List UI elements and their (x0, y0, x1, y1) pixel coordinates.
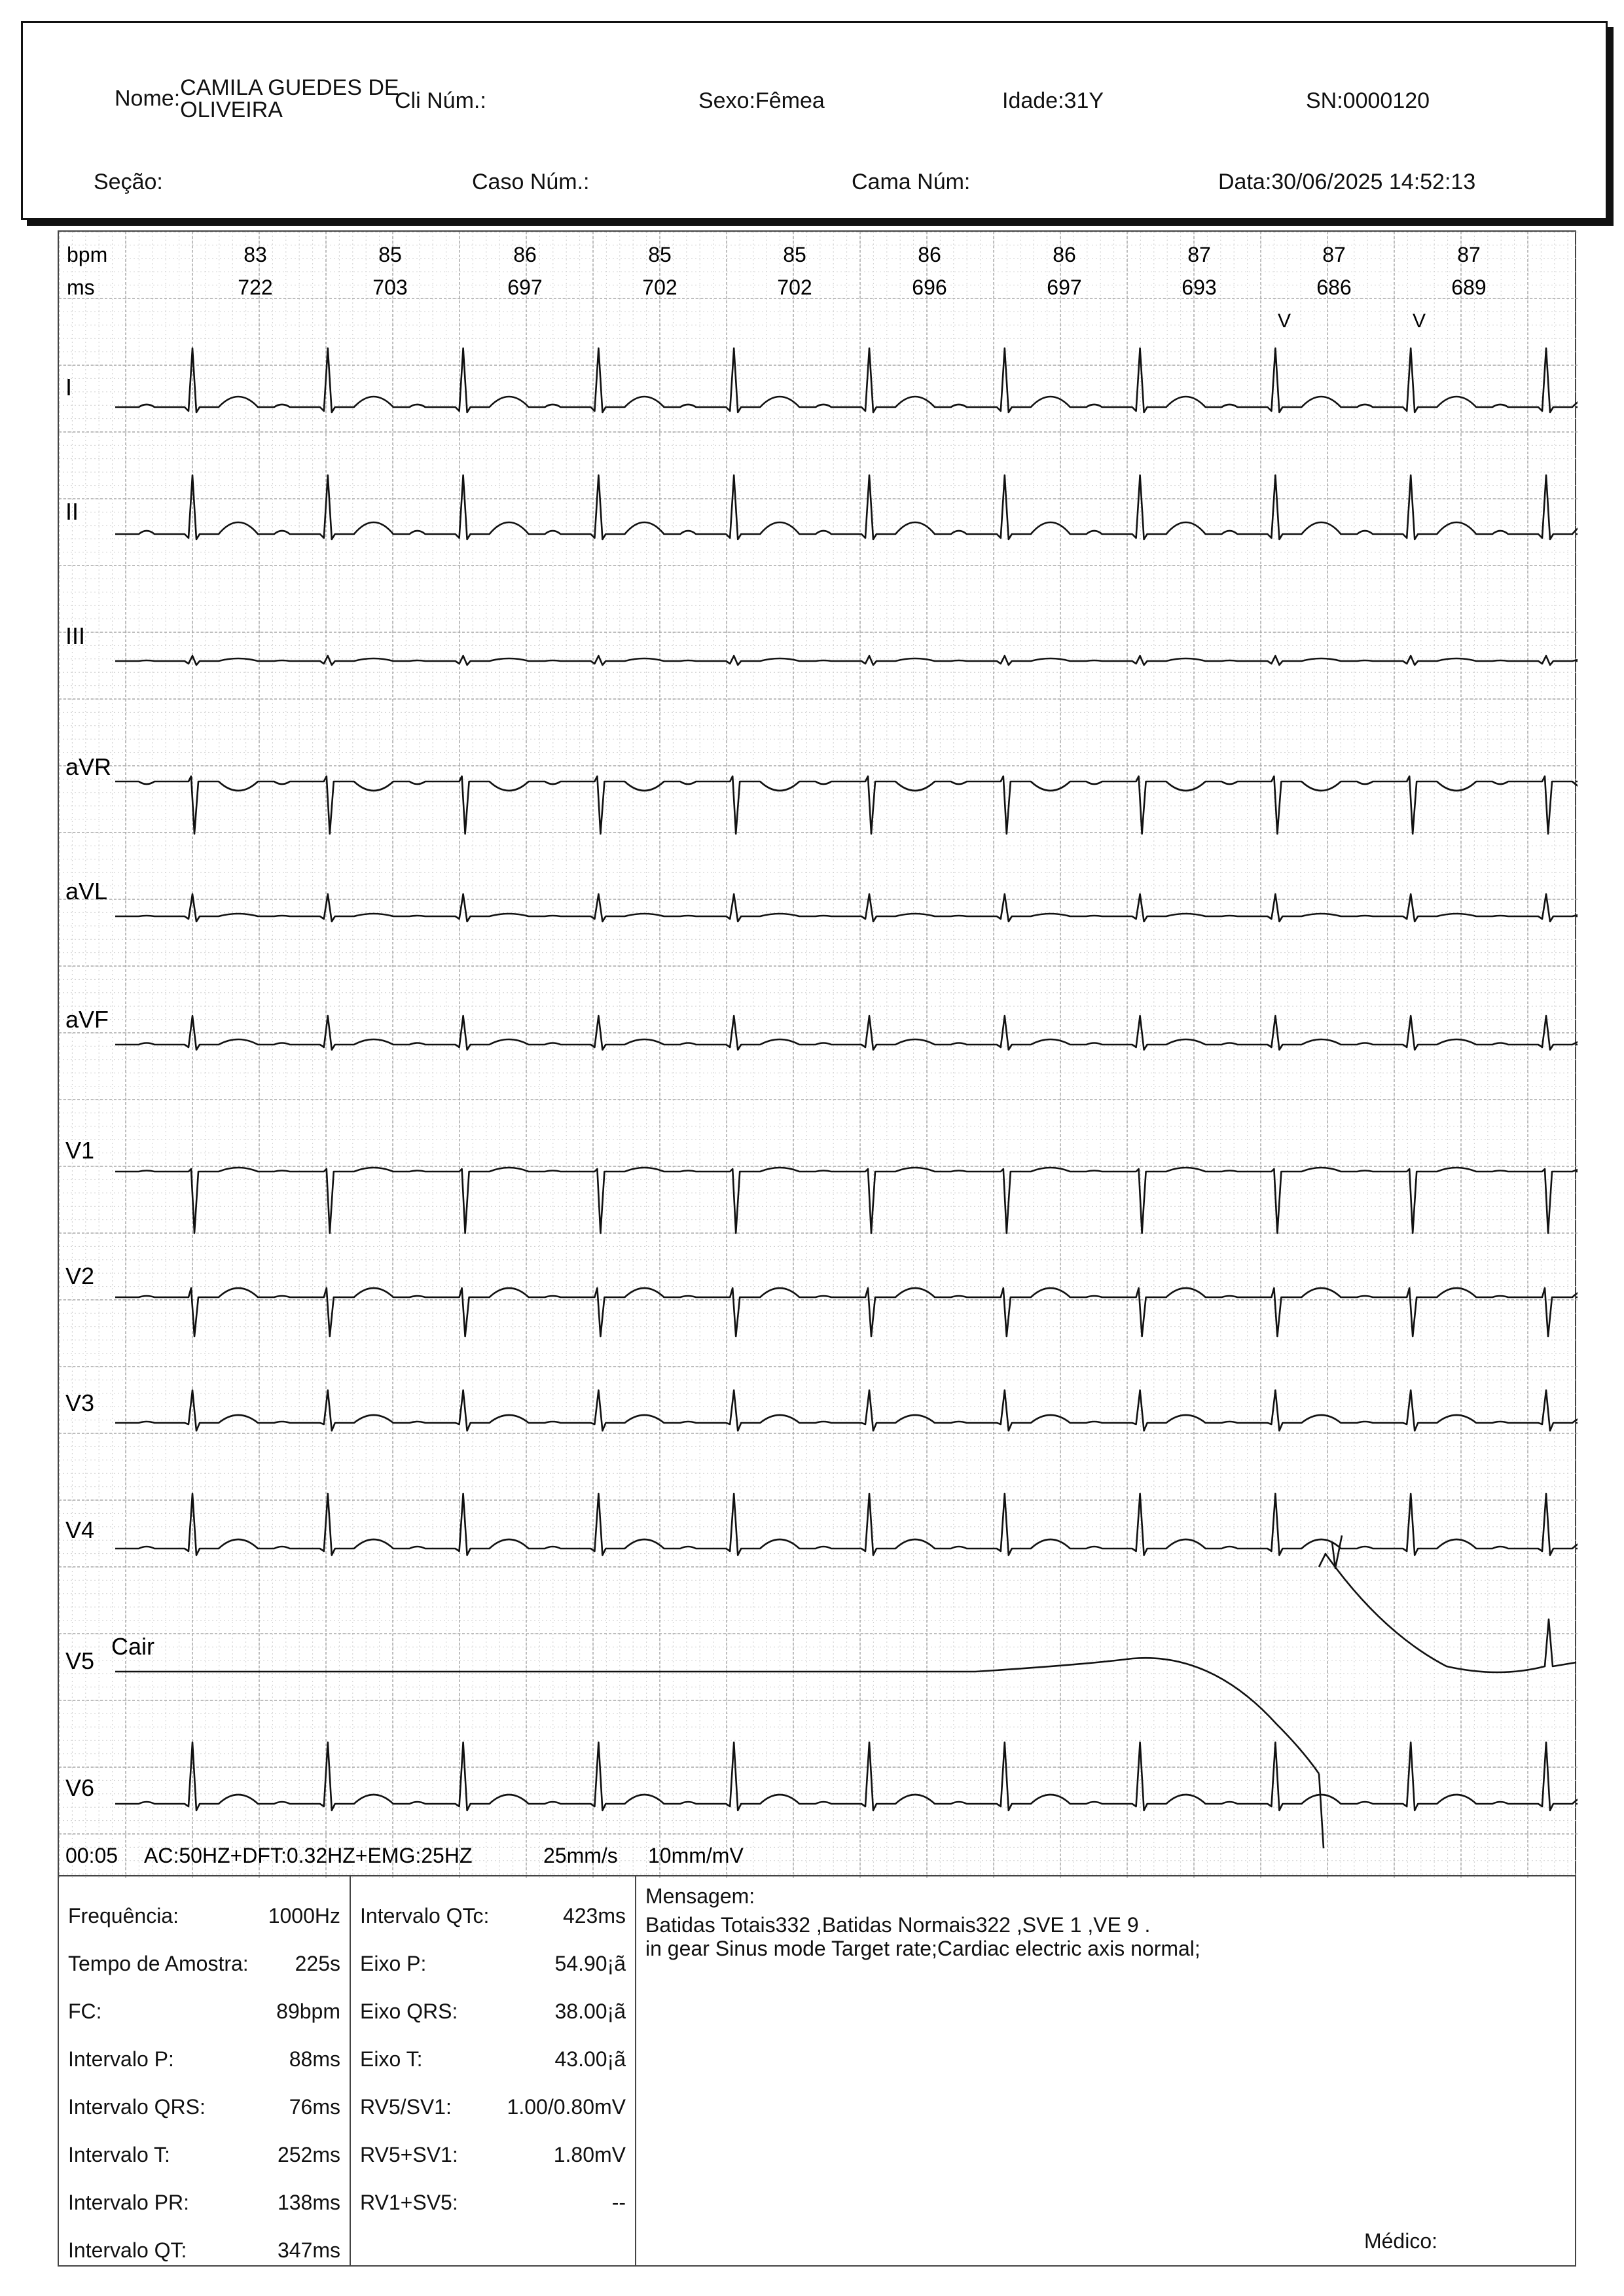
measurement-label: Eixo P: (360, 1952, 427, 1975)
patient-name-line1: CAMILA GUEDES DE (180, 75, 399, 100)
paper-speed: 25mm/s (543, 1844, 618, 1867)
lead-label-v5: V5 (65, 1647, 95, 1674)
section: Seção: (94, 170, 163, 194)
measurements-column-1 (59, 1876, 351, 2265)
patient-header (21, 21, 1608, 220)
ms-label: ms (67, 276, 95, 299)
case-number: Caso Núm.: (472, 170, 590, 194)
measurement-label: Intervalo PR: (68, 2191, 189, 2214)
measurement-label: Frequência: (68, 1904, 179, 1928)
bpm-label: bpm (67, 243, 108, 266)
bpm-value: 86 (918, 243, 941, 266)
ms-value: 689 (1451, 276, 1487, 299)
lead-label-v1: V1 (65, 1137, 95, 1164)
measurement-row (360, 1904, 626, 1930)
measurement-value: 88ms (289, 2047, 340, 2071)
beat-marker: V (1277, 310, 1291, 332)
ecg-traces (115, 348, 1578, 1848)
beat-marker: V (1412, 310, 1426, 332)
lead-label-avf: aVF (65, 1006, 109, 1033)
ms-value: 693 (1182, 276, 1217, 299)
measurement-row (68, 2143, 340, 2169)
measurement-row (68, 2000, 340, 2026)
bed-number: Cama Núm: (852, 170, 971, 194)
measurement-row (360, 2095, 626, 2121)
lead-label-v4: V4 (65, 1516, 95, 1543)
measurement-value: 89bpm (276, 2000, 340, 2023)
ecg-chart (58, 230, 1576, 1876)
measurement-row (68, 2191, 340, 2217)
lead-label-v6: V6 (65, 1774, 95, 1801)
measurement-row (360, 1952, 626, 1978)
ms-value: 697 (507, 276, 543, 299)
bpm-value: 87 (1187, 243, 1211, 266)
trace-avr (115, 776, 1578, 834)
exam-date: Data:30/06/2025 14:52:13 (1218, 170, 1476, 194)
measurement-value: 225s (295, 1952, 340, 1975)
trace-iii (115, 656, 1578, 665)
patient-name-line2: OLIVEIRA (180, 98, 283, 122)
bpm-value: 86 (513, 243, 537, 266)
bpm-value: 85 (648, 243, 672, 266)
measurement-value: 252ms (277, 2143, 340, 2166)
measurement-label: FC: (68, 2000, 102, 2023)
measurements-column-2 (351, 1876, 636, 2265)
bpm-value: 86 (1053, 243, 1076, 266)
measurement-value: 423ms (562, 1904, 626, 1928)
lead-label-avr: aVR (65, 753, 112, 780)
lead-label-v3: V3 (65, 1390, 95, 1416)
measurement-row (360, 2047, 626, 2073)
measurement-label: Intervalo QTc: (360, 1904, 490, 1928)
measurement-label: RV1+SV5: (360, 2191, 458, 2214)
gain-setting: 10mm/mV (648, 1844, 744, 1867)
lead-label-v2: V2 (65, 1263, 95, 1289)
message-line-2: in gear Sinus mode Target rate;Cardiac electric axis normal; (645, 1937, 1200, 1960)
measurement-label: Eixo QRS: (360, 2000, 458, 2023)
bpm-value: 87 (1457, 243, 1481, 266)
bpm-value: 83 (244, 243, 267, 266)
filter-settings: AC:50HZ+DFT:0.32HZ+EMG:25HZ (144, 1844, 473, 1867)
message-line-1: Batidas Totais332 ,Batidas Normais322 ,SVE 1 ,VE 9 . (645, 1913, 1151, 1937)
ecg-labels (65, 243, 1487, 1867)
measurement-label: Intervalo QT: (68, 2238, 187, 2262)
ms-value: 703 (372, 276, 408, 299)
measurement-label: RV5/SV1: (360, 2095, 452, 2119)
ms-value: 702 (777, 276, 812, 299)
ms-value: 697 (1047, 276, 1082, 299)
bpm-value: 85 (378, 243, 402, 266)
ms-value: 696 (912, 276, 947, 299)
trace-v6 (115, 1742, 1578, 1810)
lead-off-annotation: Cair (111, 1633, 155, 1660)
measurement-value: 1000Hz (268, 1904, 340, 1928)
clinic-number: Cli Núm.: (395, 88, 486, 113)
bpm-value: 87 (1322, 243, 1346, 266)
record-time: 00:05 (65, 1844, 118, 1867)
measurement-value: 1.00/0.80mV (507, 2095, 626, 2119)
message-title: Mensagem: (645, 1884, 755, 1908)
lead-label-iii: III (65, 622, 86, 649)
measurement-row (68, 2095, 340, 2121)
lead-label-i: I (65, 374, 73, 401)
measurement-label: Tempo de Amostra: (68, 1952, 249, 1975)
measurement-value: 43.00¡ã (554, 2047, 626, 2071)
measurement-value: 38.00¡ã (554, 2000, 626, 2023)
measurement-value: 76ms (289, 2095, 340, 2119)
trace-v2 (115, 1288, 1578, 1336)
measurement-label: Intervalo P: (68, 2047, 174, 2071)
measurement-value: 347ms (277, 2238, 340, 2262)
trace-i (115, 348, 1578, 412)
trace-v1 (115, 1168, 1578, 1233)
measurement-value: 54.90¡ã (554, 1952, 626, 1975)
ecg-grid (59, 232, 1578, 1878)
trace-ii (115, 475, 1578, 539)
measurement-value: -- (611, 2191, 626, 2214)
trace-avl (115, 894, 1578, 922)
measurement-label: Intervalo QRS: (68, 2095, 206, 2119)
measurement-row (68, 1904, 340, 1930)
major-grid (59, 232, 1578, 1878)
serial-number: SN:0000120 (1306, 88, 1430, 113)
ms-value: 686 (1316, 276, 1352, 299)
measurements-panel (58, 1876, 1576, 2267)
measurement-row (68, 2238, 340, 2265)
trace-v4 (115, 1494, 1578, 1568)
physician-label: Médico: (1363, 2229, 1437, 2253)
measurement-label: RV5+SV1: (360, 2143, 458, 2166)
lead-label-ii: II (65, 498, 79, 525)
ecg-svg (59, 232, 1578, 1878)
trace-v5-drift (1319, 1774, 1324, 1848)
patient-name: Nome:CAMILA GUEDES DE OLIVEIRA (115, 75, 399, 122)
measurement-row (360, 2191, 626, 2217)
measurement-row (68, 1952, 340, 1978)
ms-value: 702 (642, 276, 677, 299)
message-panel (636, 1876, 1575, 2265)
patient-age: Idade:31Y (1002, 88, 1104, 113)
measurement-value: 1.80mV (553, 2143, 626, 2166)
lead-label-avl: aVL (65, 878, 108, 905)
ms-value: 722 (238, 276, 273, 299)
measurement-row (360, 2000, 626, 2026)
measurement-value: 138ms (277, 2191, 340, 2214)
measurement-row (360, 2143, 626, 2169)
trace-v3 (115, 1390, 1578, 1431)
measurement-label: Eixo T: (360, 2047, 423, 2071)
measurement-label: Intervalo T: (68, 2143, 170, 2166)
measurement-row (68, 2047, 340, 2073)
patient-sex: Sexo:Fêmea (698, 88, 825, 113)
bpm-value: 85 (783, 243, 806, 266)
minor-grid (59, 232, 1578, 1878)
